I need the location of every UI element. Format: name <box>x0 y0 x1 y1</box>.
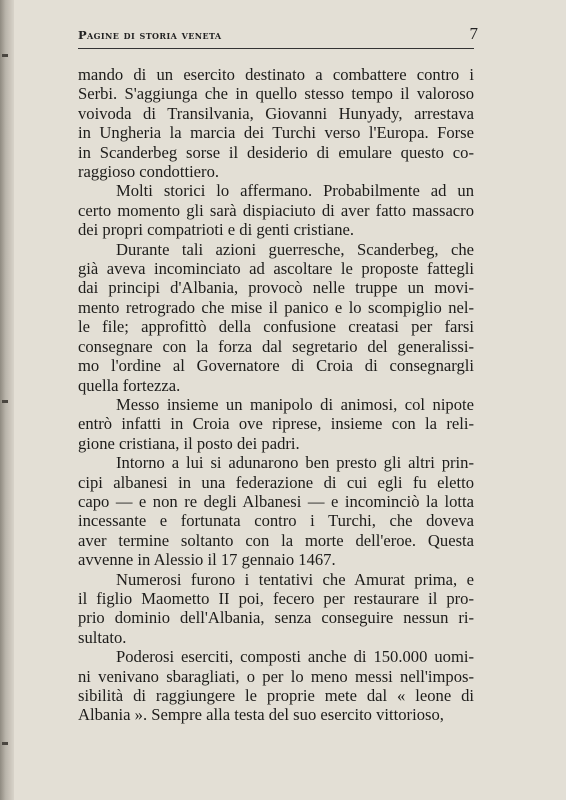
text-line: sultato. <box>78 627 127 647</box>
binding-mark <box>2 400 8 403</box>
text-line: Numerosi furono i tentativi che Amurat prima, e <box>116 569 474 589</box>
text-line: in Scanderbeg sorse il desiderio di emulare questo co- <box>78 142 474 162</box>
text-line: Poderosi eserciti, composti anche di 150.000 uomi- <box>116 647 474 667</box>
text-line: quella fortezza. <box>78 375 181 395</box>
text-line: in Ungheria la marcia dei Turchi verso l'Europa. Forse <box>78 123 474 143</box>
body-text <box>78 65 474 725</box>
text-line: certo momento gli sarà dispiaciuto di aver fatto massacro <box>78 200 474 220</box>
text-line: Molti storici lo affermano. Probabilmente ad un <box>116 181 474 201</box>
text-line: Intorno a lui si adunarono ben presto gli altri prin- <box>116 453 474 473</box>
text-line: Albania ». Sempre alla testa del suo esercito vittorioso, <box>78 705 444 725</box>
page-header <box>78 24 478 48</box>
paragraph <box>78 453 474 569</box>
text-line: cipi albanesi in una federazione di cui egli fu eletto <box>78 472 474 492</box>
text-line: voivoda di Transilvania, Giovanni Hunyady, arrestava <box>78 103 474 123</box>
header-rule <box>78 48 474 49</box>
paragraph <box>78 65 474 181</box>
text-line: avvenne in Alessio il 17 gennaio 1467. <box>78 550 336 570</box>
paragraph <box>78 570 474 648</box>
text-line: consegnare con la forza dal segretario del generalissi- <box>78 336 474 356</box>
text-line: capo — e non re degli Albanesi — e incominciò la lotta <box>78 491 474 511</box>
text-line: dei propri compatrioti e di genti cristiane. <box>78 220 355 240</box>
text-line: gione cristiana, il posto dei padri. <box>78 433 300 453</box>
paragraph <box>78 181 474 239</box>
text-line: mo l'ordine al Governatore di Croia di consegnargli <box>78 356 474 376</box>
text-line: incessante e fortunata contro i Turchi, che doveva <box>78 511 474 531</box>
paragraph <box>78 395 474 453</box>
binding-mark <box>2 54 8 57</box>
text-line: aver termine soltanto con la morte dell'eroe. Questa <box>78 530 474 550</box>
page-number: 7 <box>469 24 478 43</box>
text-line: Durante tali azioni guerresche, Scanderbeg, che <box>116 239 474 259</box>
text-line: ni venivano sbaragliati, o per lo meno messi nell'impos- <box>78 666 474 686</box>
text-line: prio dominio dell'Albania, senza conseguire nessun ri- <box>78 608 474 628</box>
text-line: sibilità di raggiungere le proprie mete dal « leone di <box>78 686 474 705</box>
text-line: Serbi. S'aggiunga che in quello stesso tempo il valoroso <box>78 84 474 104</box>
running-head: Pagine di storia veneta <box>78 28 222 42</box>
text-line: raggioso condottiero. <box>78 162 220 182</box>
page-spine <box>0 0 14 800</box>
text-line: Messo insieme un manipolo di animosi, col nipote <box>116 394 474 414</box>
text-line: entrò infatti in Croia ove riprese, insieme con la reli- <box>78 414 474 434</box>
paragraph <box>78 647 474 725</box>
text-line: le file; approfittò della confusione creatasi per farsi <box>78 317 474 337</box>
text-line: mento retrogrado che mise il panico e lo scompiglio nel- <box>78 297 474 317</box>
text-line: dai principi d'Albania, provocò nelle truppe un movi- <box>78 278 474 298</box>
text-line: mando di un esercito destinato a combattere contro i <box>78 65 474 84</box>
binding-mark <box>2 742 8 745</box>
paragraph <box>78 240 474 395</box>
text-line: il figlio Maometto II poi, fecero per restaurare il pro- <box>78 588 474 608</box>
text-line: già aveva incominciato ad ascoltare le proposte fattegli <box>78 259 474 279</box>
